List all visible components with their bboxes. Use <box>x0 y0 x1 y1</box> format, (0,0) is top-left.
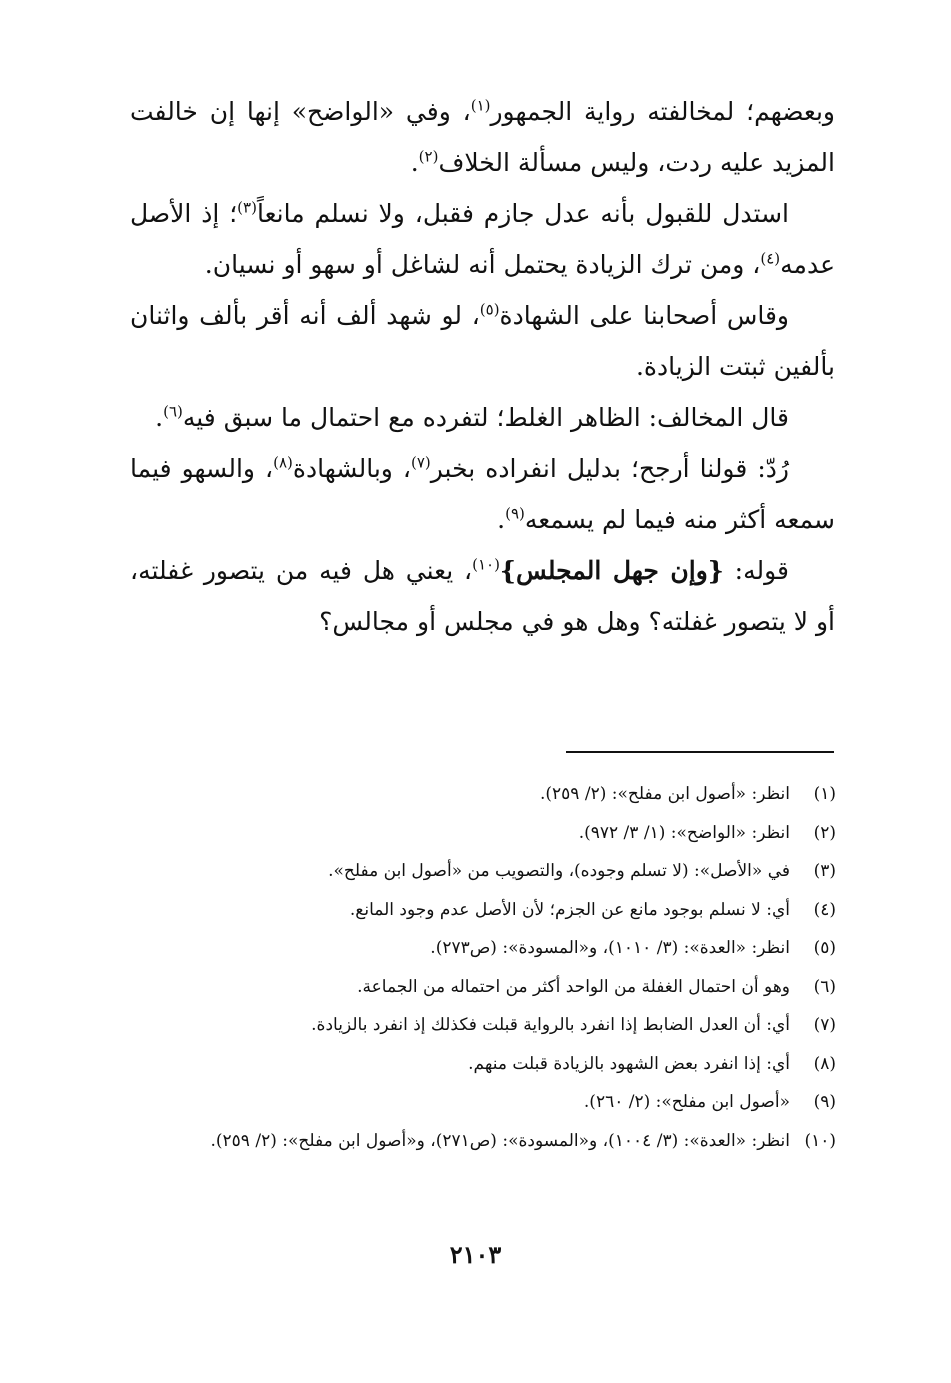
footnote <box>120 968 836 1007</box>
footnote-number: (٦) <box>813 976 836 997</box>
paragraph-4 <box>130 392 835 443</box>
footnote-ref: (٤) <box>760 249 781 268</box>
paragraph-2 <box>130 188 835 290</box>
text-run: استدل للقبول بأنه عدل جازم فقبل، ولا نسلم مانعاً <box>256 199 789 228</box>
text-run: ، وفي «الواضح» إنها إن خالفت المزيد عليه ردت، وليس مسألة الخلاف <box>130 97 835 177</box>
footnote-text: انظر: «أصول ابن مفلح»: (٢/ ٢٥٩). <box>539 784 790 804</box>
text-run: ، لو شهد ألف أنه أقر بألف واثنان بألفين ثبتت الزيادة. <box>130 301 835 381</box>
text-run: ، وبالشهادة <box>292 454 411 483</box>
text-run: ؛ إذ الأصل عدمه <box>130 199 835 279</box>
footnote-text: أي: لا نسلم بوجود مانع عن الجزم؛ لأن الأصل عدم وجود المانع. <box>349 899 790 920</box>
text-run: . <box>497 505 506 534</box>
footnote-ref: (٨) <box>273 453 293 472</box>
paragraph-3 <box>130 290 835 392</box>
footnote <box>120 891 836 930</box>
footnote-ref: (٥) <box>479 300 500 319</box>
footnote-number: (٤) <box>813 899 836 920</box>
footnote-number: (٣) <box>813 861 836 881</box>
footnote-number: (٢) <box>813 822 836 843</box>
quoted-phrase: {وإن جهل المجلس} <box>499 556 724 585</box>
paragraph-1 <box>130 86 835 188</box>
footnote-text: «أصول ابن مفلح»: (٢/ ٢٦٠). <box>583 1092 790 1112</box>
footnote-separator <box>566 751 834 753</box>
text-run: . <box>155 403 164 432</box>
footnote-number: (٧) <box>813 1015 836 1035</box>
footnote-number: (٥) <box>813 938 836 958</box>
footnote-number: (٩) <box>813 1092 836 1112</box>
footnote-ref: (٢) <box>418 147 439 166</box>
page-number: ٢١٠٣ <box>449 1240 502 1269</box>
footnote-ref: (٦) <box>163 402 183 421</box>
footnote-number: (١٠) <box>804 1130 836 1151</box>
footnote <box>120 775 836 814</box>
footnote <box>120 814 836 853</box>
footnote-text: أي: إذا انفرد بعض الشهود بالزيادة قبلت منهم. <box>468 1053 790 1074</box>
text-run: قوله: <box>723 556 789 585</box>
text-run: وبعضهم؛ لمخالفته رواية الجمهور <box>490 97 836 126</box>
footnote <box>120 1083 836 1122</box>
text-run: ، والسهو فيما سمعه أكثر منه فيما لم يسمعه <box>130 454 835 534</box>
footnote-number: (١) <box>813 784 836 804</box>
footnote-text: انظر: «العدة»: (٣/ ١٠١٠)، و«المسودة»: (ص٢٧٣). <box>430 938 790 958</box>
text-run: رُدّ: قولنا أرجح؛ بدليل انفراده بخبر <box>430 454 789 483</box>
footnote-ref: (١) <box>470 96 491 115</box>
main-text <box>130 86 835 647</box>
text-run: وقاس أصحابنا على الشهادة <box>499 301 789 330</box>
footnote-text: في «الأصل»: (لا تسلم وجوده)، والتصويب من «أصول ابن مفلح». <box>328 861 790 881</box>
footnote-text: انظر: «العدة»: (٣/ ١٠٠٤)، و«المسودة»: (ص٢٧١)، و«أصول ابن مفلح»: (٢/ ٢٥٩). <box>210 1130 790 1151</box>
footnote-text: انظر: «الواضح»: (١/ ٣/ ٩٧٢). <box>578 822 790 843</box>
footnote-text: أي: أن العدل الضابط إذا انفرد بالرواية قبلت فكذلك إذ انفرد بالزيادة. <box>311 1015 790 1035</box>
footnotes <box>120 775 836 1160</box>
footnote <box>120 852 836 891</box>
footnote-ref: (٣) <box>237 198 257 217</box>
text-run: . <box>410 148 419 177</box>
text-run: ، ومن ترك الزيادة يحتمل أنه لشاغل أو سهو أو نسيان. <box>204 250 761 279</box>
text-run: قال المخالف: الظاهر الغلط؛ لتفرده مع احتمال ما سبق فيه <box>182 403 789 432</box>
footnote <box>120 1006 836 1045</box>
footnote-text: وهو أن احتمال الغفلة من الواحد أكثر من احتماله من الجماعة. <box>357 976 790 997</box>
paragraph-6 <box>130 545 835 647</box>
footnote <box>120 1122 836 1161</box>
footnote-number: (٨) <box>813 1053 836 1074</box>
footnote <box>120 1045 836 1084</box>
footnote-ref: (٧) <box>410 453 431 472</box>
footnote-ref: (٩) <box>505 504 525 523</box>
text-run: ، يعني هل فيه من يتصور غفلته، أو لا يتصور غفلته؟ وهل هو في مجلس أو مجالس؟ <box>130 556 835 636</box>
footnote-ref: (١٠) <box>472 555 500 574</box>
footnote <box>120 929 836 968</box>
paragraph-5 <box>130 443 835 545</box>
